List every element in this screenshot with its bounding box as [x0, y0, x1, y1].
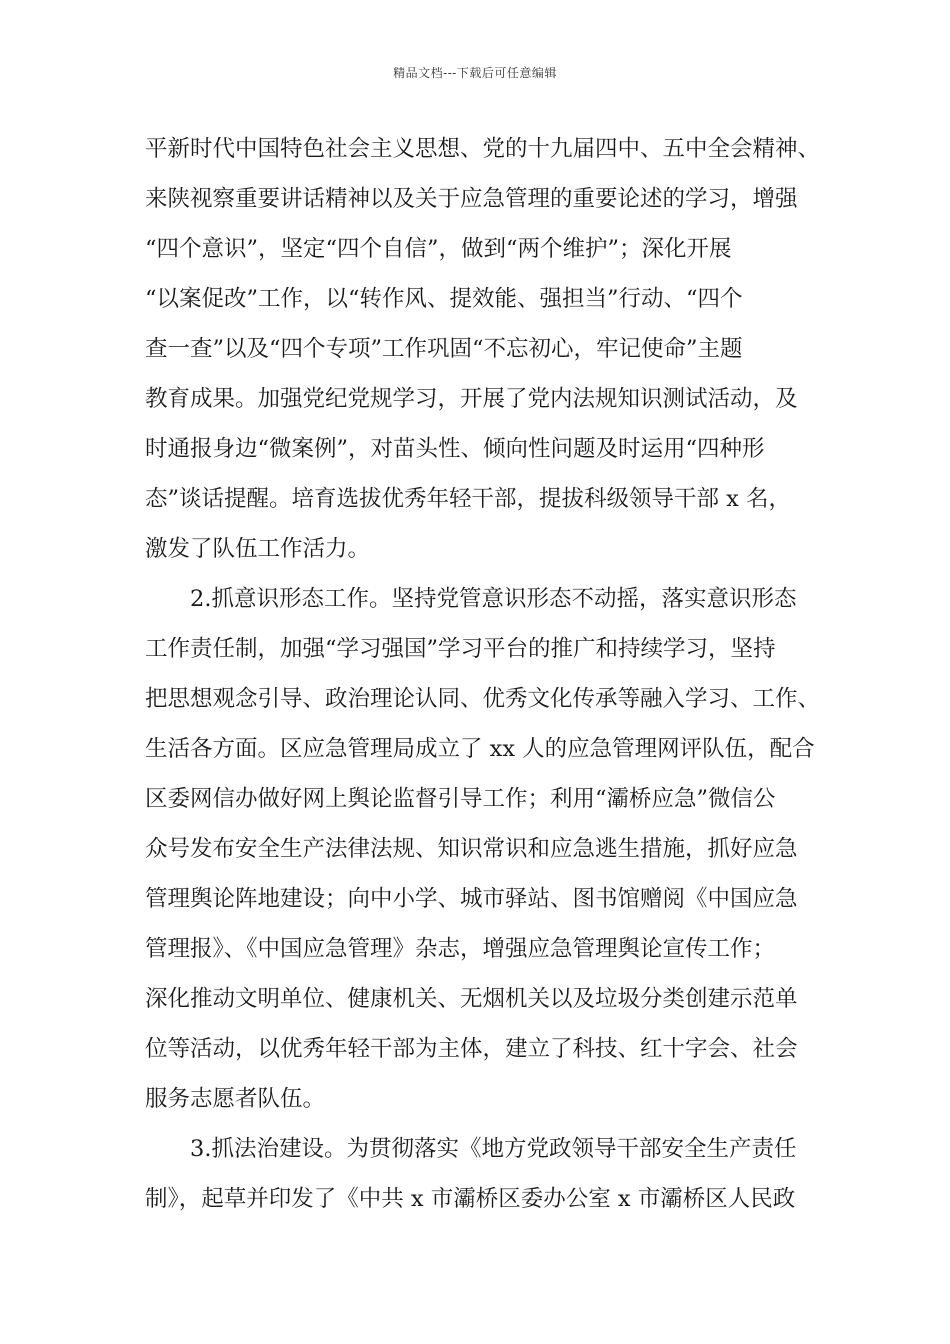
text-line: 众号发布安全生产法律法规、知识常识和应急逃生措施，抓好应急 [145, 836, 798, 862]
text-line: “以案促改”工作，以“转作风、提效能、强担当”行动、“四个 [145, 286, 743, 312]
text-line: “四个意识”，坚定“四个自信”，做到“两个维护”；深化开展 [145, 236, 732, 262]
document-body [145, 124, 845, 1224]
paragraph-3 [145, 1124, 845, 1224]
paragraph-1 [145, 124, 845, 574]
text-line: 3.抓法治建设。为贯彻落实《地方党政领导干部安全生产责任 [190, 1136, 797, 1162]
text-line: 教育成果。加强党纪党规学习，开展了党内法规知识测试活动，及 [145, 386, 798, 412]
text-line: 平新时代中国特色社会主义思想、党的十九届四中、五中全会精神、 [145, 136, 821, 162]
text-line: 2.抓意识形态工作。坚持党管意识形态不动摇，落实意识形态 [190, 586, 797, 612]
text-line: 生活各方面。区应急管理局成立了 xx 人的应急管理网评队伍，配合 [145, 736, 815, 762]
text-line: 管理舆论阵地建设；向中小学、城市驿站、图书馆赠阅《中国应急 [145, 886, 798, 912]
text-line: 时通报身边“微案例”，对苗头性、倾向性问题及时运用“四种形 [145, 436, 765, 462]
page-header: 精品文档---下载后可任意编辑 [393, 66, 557, 80]
text-line: 深化推动文明单位、健康机关、无烟机关以及垃圾分类创建示范单 [145, 986, 798, 1012]
text-line: 位等活动，以优秀年轻干部为主体，建立了科技、红十字会、社会 [145, 1036, 798, 1062]
text-line: 查一查”以及“四个专项”工作巩固“不忘初心，牢记使命”主题 [145, 336, 743, 362]
text-line: 激发了队伍工作活力。 [145, 536, 371, 562]
text-line: 态”谈话提醒。培育选拔优秀年轻干部，提拔科级领导干部 x 名， [145, 486, 791, 512]
text-line: 工作责任制，加强“学习强国”学习平台的推广和持续学习，坚持 [145, 636, 776, 662]
text-line: 把思想观念引导、政治理论认同、优秀文化传承等融入学习、工作、 [145, 686, 821, 712]
paragraph-2 [145, 574, 845, 1124]
text-line: 来陕视察重要讲话精神以及关于应急管理的重要论述的学习，增强 [145, 186, 798, 212]
text-line: 服务志愿者队伍。 [145, 1086, 326, 1112]
text-line: 管理报》、《中国应急管理》杂志，增强应急管理舆论宣传工作； [145, 936, 776, 962]
text-line: 制》，起草并印发了《中共 x 市灞桥区委办公室 x 市灞桥区人民政 [145, 1186, 796, 1212]
text-line: 区委网信办做好网上舆论监督引导工作；利用“灞桥应急”微信公 [145, 786, 776, 812]
